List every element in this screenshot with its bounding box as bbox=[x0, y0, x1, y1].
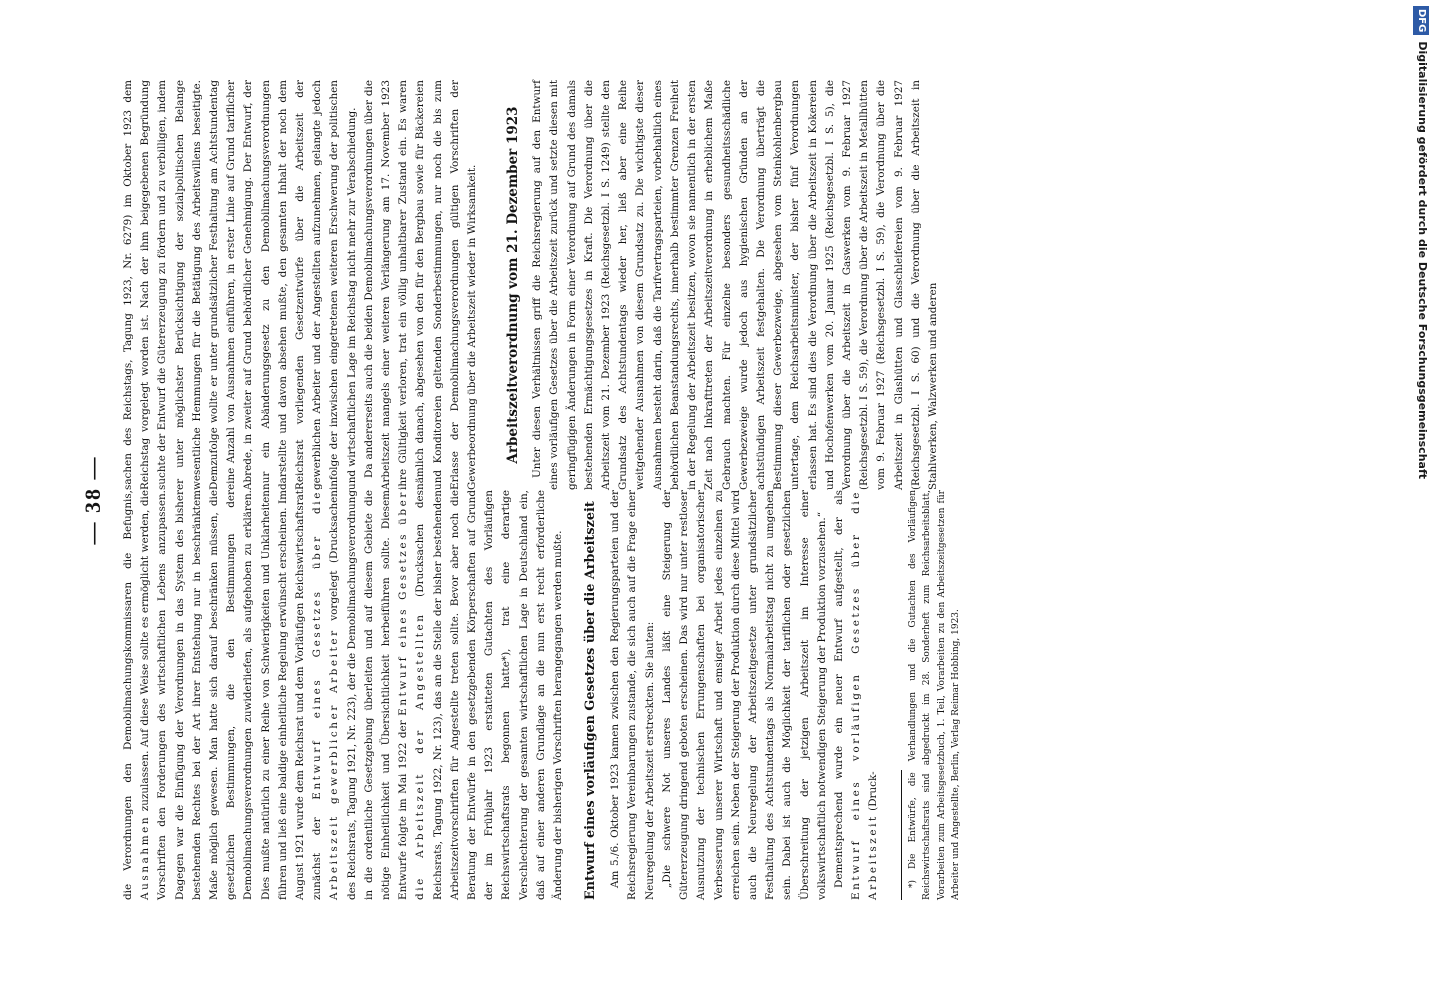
spaced-emphasis: Entwurf eines vorläufigen Gesetzes über die Arbeitszeit bbox=[850, 490, 880, 900]
text-run: (Drucksachen des Reichsrats, Tagung 1922, Nr. 123), das an die Stelle der bisher bestehenden Arbeitszeitvorschriften für Angestellte treten sollte. Bevor aber noch die Beratung der Entwürfe in den gesetzgebenden Körperschaften auf Grund der im Frühjahr 1923 erstatteten Gutachten des Vorläufigen Reichswirtschaftsrats begonnen hatte*), trat eine derartige Verschlechterung der gesamten wirtschaftlichen Lage in Deutschland ein, daß auf einer anderen Grundlage an die nun erst recht erforderliche Änderung der bisherigen Vorschriften herangegangen werden mußte. bbox=[414, 490, 565, 900]
text-run: die Verordnungen den Demobilmachungskommissaren die Befugnis, bbox=[122, 490, 134, 900]
section-heading: Arbeitszeitverordnung vom 21. Dezember 1923 bbox=[505, 106, 522, 464]
quoted-agreement: „Die schwere Not unseres Landes läßt eine Steigerung der Gütererzeugung dringend geboten erscheinen. Das wird nur unter restloser Ausnutzung der technischen Errungenschaften bei organisatorischer Verbesserung unserer Wirtschaft und emsiger Arbeit jedes einzelnen zu erreichen sein. Neben der Steigerung der Produktion durch diese Mittel wird auch die Neuregelung der Arbeitszeitgesetze unter grundsätzlicher Festhaltung des Achtstundentags als Normalarbeitstag nicht zu umgehen sein. Dabei ist auch die Möglichkeit der tariflichen oder gesetzlichen Überschreitung der jetzigen Arbeitszeit im Interesse einer volkswirtschaftlich notwendigen Steigerung der Produktion vorzusehen.“ bbox=[660, 490, 828, 900]
dfg-logo: DFG bbox=[1413, 6, 1429, 35]
footnote: *) Die Entwürfe, die Verhandlungen und die Gutachten des Vorläufigen Reichswirtschaftsrats sind abgedruckt im 28. Sonderheft zum Reichsarbeitsblatt, Vorarbeiten zum Arbeitsgesetzbuch, 1. Teil, Vorarbeiten zu den Arbeitszeitgesetzen für Arbeiter und Angestellte, Berlin, Verlag Reimar Hobbing, 1923. bbox=[907, 490, 962, 900]
digitization-notice bbox=[1414, 6, 1430, 996]
text-run: zuzulassen. Auf diese Weise sollte es ermöglicht werden, die Vorschriften den Forderungen des wirtschaftlichen Lebens anzupassen. Dagegen war die Einfügung der Verordnungen in das System des bisher bestehenden Rechtes bei der Art ihrer Entstehung nur in beschränktem Maße möglich gewesen. Man hatte sich darauf beschränken müssen, die gesetzlichen Bestimmungen, die den Bestimmungen der Demobilmachungsverordnungen zuwiderliefen, als aufgehoben zu erklären. Dies mußte natürlich zu einer Reihe von Schwierigkeiten und Unklarheiten führen und ließ eine baldige einheitliche Regelung erwünscht erscheinen. Im August 1921 wurde dem Reichsrat und dem Vorläufigen Reichswirtschaftsrat zunächst der bbox=[139, 490, 324, 900]
page-number: — 38 — bbox=[80, 455, 105, 545]
spaced-emphasis: Entwurf eines Gesetzes über die Arbeitszeit gewerblicher Arbeiter bbox=[311, 490, 341, 900]
section-heading: Entwurf eines vorläufigen Gesetzes über die Arbeitszeit bbox=[583, 501, 599, 900]
text-run: Dementsprechend wurde ein neuer Entwurf aufgestellt, der als bbox=[832, 490, 845, 888]
text-run: (Druck- bbox=[867, 771, 880, 811]
footnote-divider bbox=[901, 770, 902, 900]
body-paragraph: Unter diesen Verhältnissen griff die Reichsregierung auf den Entwurf eines vorläufigen Gesetzes über die Arbeitszeit zurück und setzte diesen mit geringfügigen Änderungen in Form einer Verordnung auf Grund des damals bestehenden Ermächtigungsgesetzes in Kraft. Die Verordnung über die Arbeitszeit vom 21. Dezember 1923 (Reichsgesetzbl. I S. 1249) stellte den Grundsatz des Achtstundentags wieder her, ließ aber eine Reihe weitgehender Ausnahmen von diesem Grundsatz zu. Die wichtigste dieser Ausnahmen besteht darin, daß die Tarifvertragsparteien, vorbehaltlich eines behördlichen Beanstandungsrechts, innerhalb bestimmter Grenzen Freiheit in der Regelung der Arbeitszeit besitzen, wovon sie namentlich in der ersten Zeit nach Inkrafttreten der Arbeitszeitverordnung in erheblichem Maße Gebrauch machten. Für einzelne besonders gesundheitsschädliche Gewerbezweige wurde jedoch aus hygienischen Gründen an der achtstündigen Arbeitszeit festgehalten. Die Verordnung überträgt die Bestimmung dieser Gewerbezweige, abgesehen vom Steinkohlenbergbau untertage, dem Reichsarbeitsminister, der bisher fünf Verordnungen erlassen hat. Es sind dies die Verordnung über die Arbeitszeit in Kokereien und Hochofenwerken vom 20. Januar 1925 (Reichsgesetzbl. I S. 5), die Verordnung über die Arbeitszeit in Gaswerken vom 9. Februar 1927 (Reichsgesetzbl. I S. 59), die Verordnung über die Arbeitszeit in Metallhütten vom 9. Februar 1927 (Reichsgesetzbl. I S. 59), die Verordnung über die Arbeitszeit in Glashütten und Glasschleifereien vom 9. Februar 1927 (Reichsgesetzbl. I S. 60) und die Verordnung über die Arbeitszeit in Stahlwerken, Walzwerken und anderen bbox=[531, 80, 939, 490]
notice-text: Digitalisierung gefördert durch die Deutsche Forschungsgemeinschaft bbox=[1416, 41, 1429, 480]
right-text-column bbox=[120, 80, 1300, 490]
text-run: vorgelegt (Drucksachen des Reichsrats, Tagung 1921, Nr. 223), der die Demobilmachungsverordnung in die ordentliche Gesetzgebung überleiten und auf diesem Gebiete die nötige Einheitlichkeit und Übersichtlichkeit herbeiführen sollte. Diesem Entwurfe folgte im Mai 1922 der bbox=[328, 490, 410, 900]
spaced-emphasis: Ausnahmen bbox=[139, 814, 152, 900]
left-text-column bbox=[120, 490, 1300, 900]
body-paragraph bbox=[831, 490, 883, 900]
body-paragraph: Am 5./6. Oktober 1923 kamen zwischen den Regierungsparteien und der Reichsregierung Vereinbarungen zustande, die sich auch auf die Frage einer Neuregelung der Arbeitszeit erstreckten. Sie lauten: bbox=[609, 490, 656, 900]
body-paragraph bbox=[120, 490, 567, 900]
body-paragraph: Da andererseits auch die beiden Demobilmachungsverordnungen über die Arbeitszeit mangels einer weiteren Verlängerung am 17. November 1923 ihre Gültigkeit verloren, trat ein völlig unhaltbarer Zustand ein. Es waren nämlich danach, abgesehen von den für den Bergbau sowie für Bäckereien und Konditoreien geltenden Sonderbestimmungen, nur noch die bis zum Erlasse der Demobilmachungsverordnungen gültigen Vorschriften der Gewerbeordnung über die Arbeitszeit wieder in Wirksamkeit. bbox=[362, 80, 479, 490]
spaced-emphasis: Entwurf eines Gesetzes über die Arbeitszeit der Angestellten bbox=[397, 490, 427, 900]
body-paragraph: sachen des Reichstags, Tagung 1923, Nr. 6279) im Oktober 1923 dem Reichstag vorgelegt worden ist. Nach der ihm beigegebenen Begründung suchte der Entwurf die Gütererzeugung zu fördern und zu verbilligen, indem er unter möglichster Berücksichtigung der sozialpolitischen Belange wesentliche Hemmungen für die Betätigung des Arbeitswillens beseitigte. Demzufolge wollte er unter grundsätzlicher Festhaltung am Achtstundentag eine Anzahl von Ausnahmen einführen, in erster Linie auf Grund tariflicher Abrede, in zweiter auf Grund behördlicher Genehmigung. Der Entwurf, der nur ein Abänderungsgesetz zu den Demobilmachungsverordnungen darstellte und davon absehen mußte, den gesamten Inhalt der noch dem Reichsrat vorliegenden Gesetzentwürfe über die Arbeitszeit der gewerblichen Arbeiter und der Angestellten aufzunehmen, gelangte jedoch infolge der inzwischen eingetretenen weiteren Erschwerung der politischen und wirtschaftlichen Lage im Reichstag nicht mehr zur Verabschiedung. bbox=[122, 80, 358, 490]
